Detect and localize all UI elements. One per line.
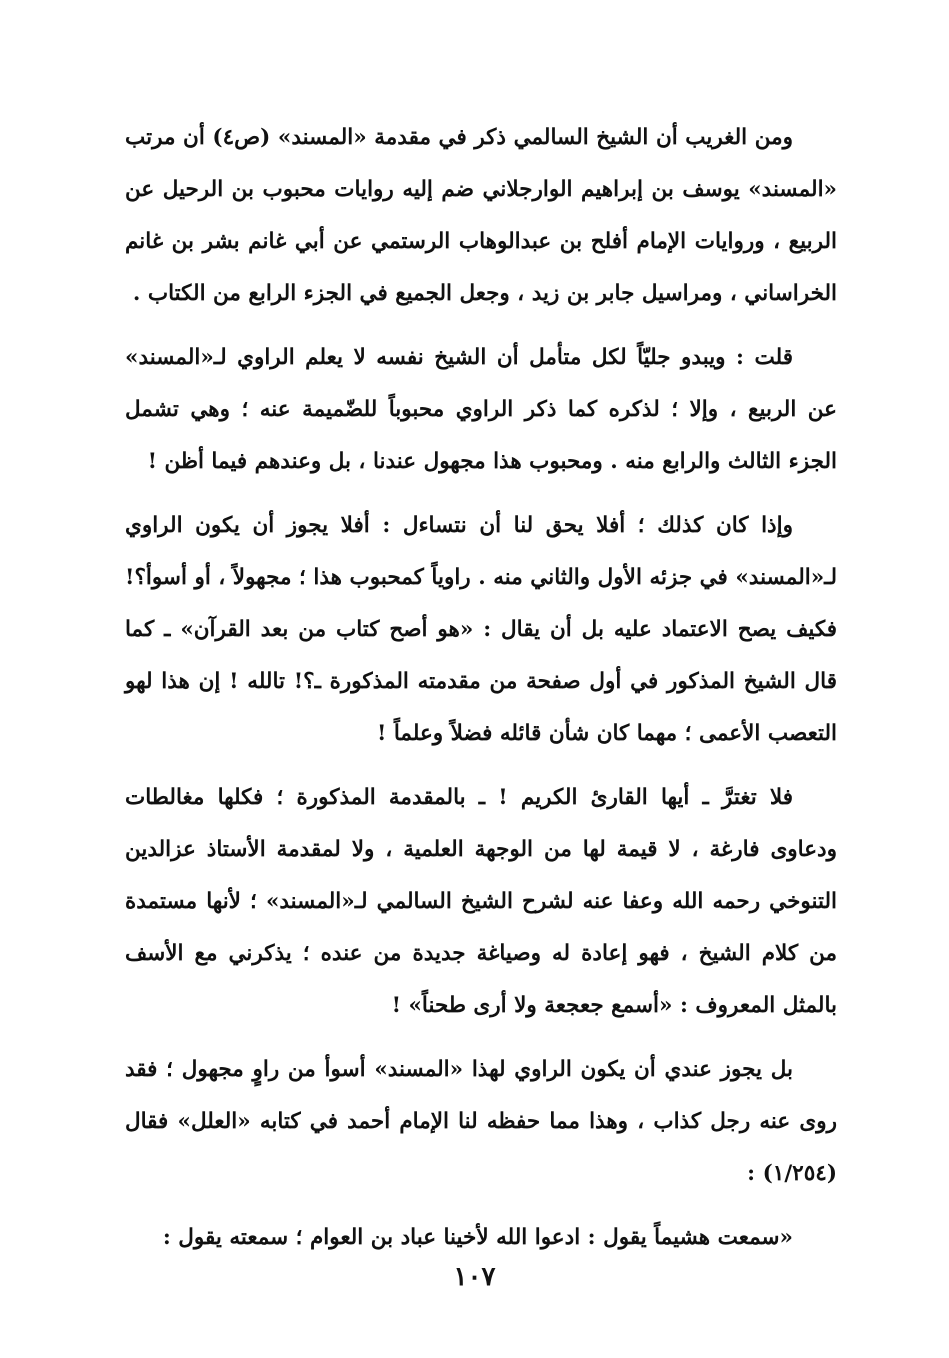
paragraph-2: قلت : ويبدو جليّاً لكل متأمل أن الشيخ نفسه لا يعلم الراوي لـ«المسند» عن الربيع ، وإلا ؛ لذكره كما ذكر الراوي محبوباً للضّميمة عنه ؛ وهي تشمل الجزء الثالث والرابع منه . ومحبوب هذا مجهول عندنا ، بل وعندهم فيما أظن ! [125, 345, 837, 474]
body-text [125, 112, 837, 1276]
quote-line: «سمعت هشيماً يقول : ادعوا الله لأخينا عباد بن العوام ؛ سمعته يقول : [162, 1225, 793, 1250]
paragraph-3: وإذا كان كذلك ؛ أفلا يحق لنا أن نتساءل : أفلا يجوز أن يكون الراوي لـ«المسند» في جزئه الأول والثاني منه . راوياً كمحبوب هذا ؛ مجهولاً ، أو أسوأ؟! فكيف يصح الاعتماد عليه بل أن يقال : «هو أصح كتاب من بعد القرآن» ـ كما قال الشيخ المذكور في أول صفحة من مقدمته المذكورة ـ؟! تالله ! إن هذا لهو التعصب الأعمى ؛ مهما كان شأن قائله فضلاً وعلماً ! [125, 513, 837, 746]
page-number: ١٠٧ [453, 1262, 496, 1292]
paragraph-4: فلا تغترَّ ـ أيها القارئ الكريم ! ـ بالمقدمة المذكورة ؛ فكلها مغالطات ودعاوى فارغة ، لا قيمة لها من الوجهة العلمية ، ولا لمقدمة الأستاذ عزالدين التنوخي رحمه الله وعفا عنه لشرح الشيخ السالمي لـ«المسند» ؛ لأنها مستمدة من كلام الشيخ ، فهو إعادة له وصياغة جديدة من عنده ؛ يذكرني مع الأسف بالمثل المعروف : «أسمع جعجعة ولا أرى طحناً» ! [125, 785, 837, 1018]
paragraph-5: بل يجوز عندي أن يكون الراوي لهذا «المسند» أسوأ من راوٍ مجهول ؛ فقد روى عنه رجل كذاب ، وهذا مما حفظه لنا الإمام أحمد في كتابه «العلل» فقال (١/٢٥٤) : [125, 1057, 837, 1186]
paragraph-1: ومن الغريب أن الشيخ السالمي ذكر في مقدمة «المسند» (ص٤) أن مرتب «المسند» يوسف بن إبراهيم الوارجلاني ضم إليه روايات محبوب بن الرحيل عن الربيع ، وروايات الإمام أفلح بن عبدالوهاب الرستمي عن أبي غانم بشر بن غانم الخراساني ، ومراسيل جابر بن زيد ، وجعل الجميع في الجزء الرابع من الكتاب . [125, 125, 837, 306]
